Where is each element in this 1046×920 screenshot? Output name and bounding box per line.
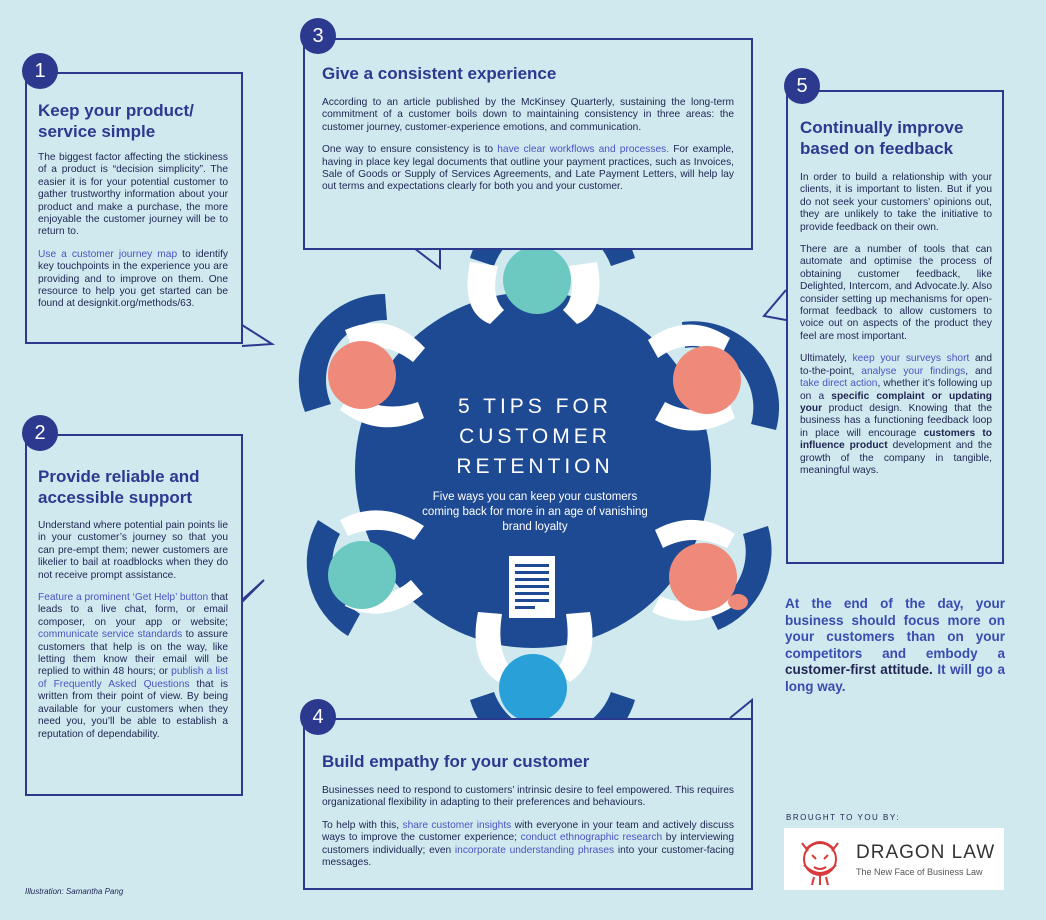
- tip2-number: 2: [22, 415, 58, 451]
- tip4-number: 4: [300, 699, 336, 735]
- tip2-text3: that is written from their point of view. By being available for your customers when they need you, you’ll be able to establish a reputation of dependability.: [38, 678, 228, 740]
- tip2-link-get-help[interactable]: Feature a prominent ‘Get Help’ button: [38, 592, 209, 604]
- illustration-credit: Illustration: Samantha Pang: [25, 887, 124, 896]
- center-title-line1: 5 TIPS FOR: [458, 395, 612, 418]
- tip2-paragraph2: [38, 592, 228, 741]
- tip3-title: Give a consistent experience: [322, 64, 557, 83]
- closing-text2: It will go a long way.: [785, 662, 1005, 694]
- tip2-link-faq[interactable]: publish a list of Frequently Asked Questions: [38, 666, 228, 690]
- tip5-body: [800, 172, 992, 487]
- closing-text1: At the end of the day, your business should focus more on your customers than on your competitors and embody a: [785, 596, 1005, 661]
- tip1-title: Keep your product/ service simple: [38, 101, 194, 141]
- center-title-line2: CUSTOMER: [459, 425, 611, 448]
- tail-tip4: [730, 700, 752, 718]
- closing-statement: [785, 596, 1005, 695]
- tip1-text: to identify key touchpoints in the experience you are providing and to improve on them. One resource to help you get started can be found at designkit.org/methods/63.: [38, 248, 229, 310]
- tip4-text4: into your customer-facing messages.: [322, 844, 734, 869]
- tip5-paragraph3: [800, 353, 992, 477]
- person-left-upper-head: [328, 341, 396, 409]
- tip5-paragraph2: There are a number of tools that can automate and optimise the process of obtaining customer feedback, like Delighted, Intercom, and Advocate.ly. Also consider setting up mechanisms for open-format feedback to allow customers to voice out on aspects of the product they feel are most important.: [800, 244, 992, 342]
- tip2-title: Provide reliable and accessible support: [38, 467, 200, 507]
- tip5-bold1: specific complaint or updating your: [800, 390, 992, 414]
- tip2-link-service-standards[interactable]: communicate service standards: [38, 629, 183, 641]
- tail-tip1: [242, 325, 272, 346]
- tip3-text1: One way to ensure consistency is to: [322, 144, 498, 156]
- tip4-paragraph1: Businesses need to respond to customers’ intrinsic desire to feel empowered. This requires organizational flexibility in adapting to their preferences and behaviours.: [322, 785, 734, 809]
- tip5-link-surveys[interactable]: keep your surveys short: [852, 353, 970, 365]
- closing-bold: customer-first attitude.: [785, 662, 933, 677]
- tip4-text3: by interviewing customers individually; even: [322, 832, 734, 856]
- tip4-title: Build empathy for your customer: [322, 752, 590, 771]
- person-left-lower-head: [328, 541, 396, 609]
- tip4-paragraph2: [322, 820, 734, 870]
- center-subtitle: Five ways you can keep your customers coming back for more in an age of vanishing brand loyalty: [422, 491, 648, 533]
- tip5-bold2: customers to influence product: [800, 427, 992, 452]
- center-title-line3: RETENTION: [456, 455, 614, 478]
- tip4-text2: with everyone in your team and actively discuss ways to improve the customer experience;: [322, 819, 734, 844]
- tip4-body: [322, 785, 734, 879]
- tip3-paragraph2: [322, 144, 734, 194]
- tip5-link-action[interactable]: take direct action: [800, 378, 878, 390]
- tip5-text4: , whether it’s following up on a: [800, 378, 992, 402]
- tip1-link-journey-map[interactable]: Use a customer journey map: [38, 248, 178, 260]
- tip5-text5: product design. Knowing that the business has a functioning feedback loop in place will encourage: [800, 402, 992, 439]
- tip4-link-insights[interactable]: share customer insights: [402, 819, 512, 831]
- dragon-icon: [792, 831, 848, 887]
- tail-tip2: [242, 580, 264, 602]
- tip4-text1: To help with this,: [322, 819, 403, 831]
- tip4-link-ethnographic[interactable]: conduct ethnographic research: [520, 832, 663, 844]
- tip1-body: [38, 152, 228, 321]
- person-bottom-head: [499, 654, 567, 722]
- brand-tagline: The New Face of Business Law: [856, 867, 983, 877]
- tip5-text2: and to-the-point,: [800, 353, 993, 377]
- tip2-paragraph1: Understand where potential pain points lie in your customer’s journey so that you can pre-empt them; newer customers are likelier to bail at roadblocks when they do not receive prompt assistance.: [38, 520, 228, 581]
- tip5-paragraph1: In order to build a relationship with your clients, it is important to listen. But if you do not seek your customers’ opinions out, they are unlikely to take the initiative to provide feedback on their own.: [800, 172, 992, 233]
- tip5-text3: , and: [965, 365, 992, 377]
- tip5-text1: Ultimately,: [800, 353, 853, 365]
- center-title: [400, 392, 670, 482]
- brand-name: DRAGON LAW: [856, 842, 996, 863]
- tip1-number: 1: [22, 53, 58, 89]
- tip5-link-findings[interactable]: analyse your findings: [861, 365, 966, 377]
- tip3-link-workflows[interactable]: have clear workflows and processes.: [497, 144, 670, 156]
- tip1-paragraph2: [38, 249, 228, 311]
- dragon-law-logo[interactable]: [784, 828, 1004, 890]
- person-right-lower-head: [669, 543, 737, 611]
- tip5-title: Continually improve based on feedback: [800, 118, 964, 158]
- tip5-number: 5: [784, 68, 820, 104]
- tip1-paragraph1: The biggest factor affecting the stickiness of a product is “decision simplicity”. The easier it is for your potential customer to gather trustworthy information about your product and make a purchase, the more enjoyable the customer journey will be to return to.: [38, 152, 228, 238]
- person-top-head: [503, 246, 571, 314]
- tail-tip3: [414, 248, 440, 268]
- brought-to-you-label: BROUGHT TO YOU BY:: [786, 813, 900, 822]
- tip3-text2: For example, having in place key legal documents that outline your payment practices, such as Invoices, Sale of Goods or Supply of Services Agreements, and Late Payment Letters, will help lay out terms and expectations clearly for both you and your customer.: [322, 144, 734, 193]
- coffee-cup: [728, 594, 748, 610]
- tip3-paragraph1: According to an article published by the McKinsey Quarterly, sustaining the long-term commitment of a customer boils down to maintaining consistency in three areas: the customer journey, customer-experience emotions, and communication.: [322, 97, 734, 133]
- tip2-body: [38, 520, 228, 751]
- tip2-text2: to assure customers that help is on the way, like letting them know their email will be replied to within 48 hours; or: [38, 629, 228, 678]
- document-icon: [509, 556, 555, 618]
- tip5-text6: development and the growth of the company in tangible, meaningful ways.: [800, 440, 992, 476]
- tail-tip5: [764, 290, 786, 320]
- tip4-link-phrases[interactable]: incorporate understanding phrases: [454, 844, 615, 856]
- tip2-text1: that leads to a live chat, form, or email composer, on your app or website;: [38, 592, 228, 628]
- person-right-upper-head: [673, 346, 741, 414]
- tip3-body: [322, 97, 734, 204]
- tip3-number: 3: [300, 18, 336, 54]
